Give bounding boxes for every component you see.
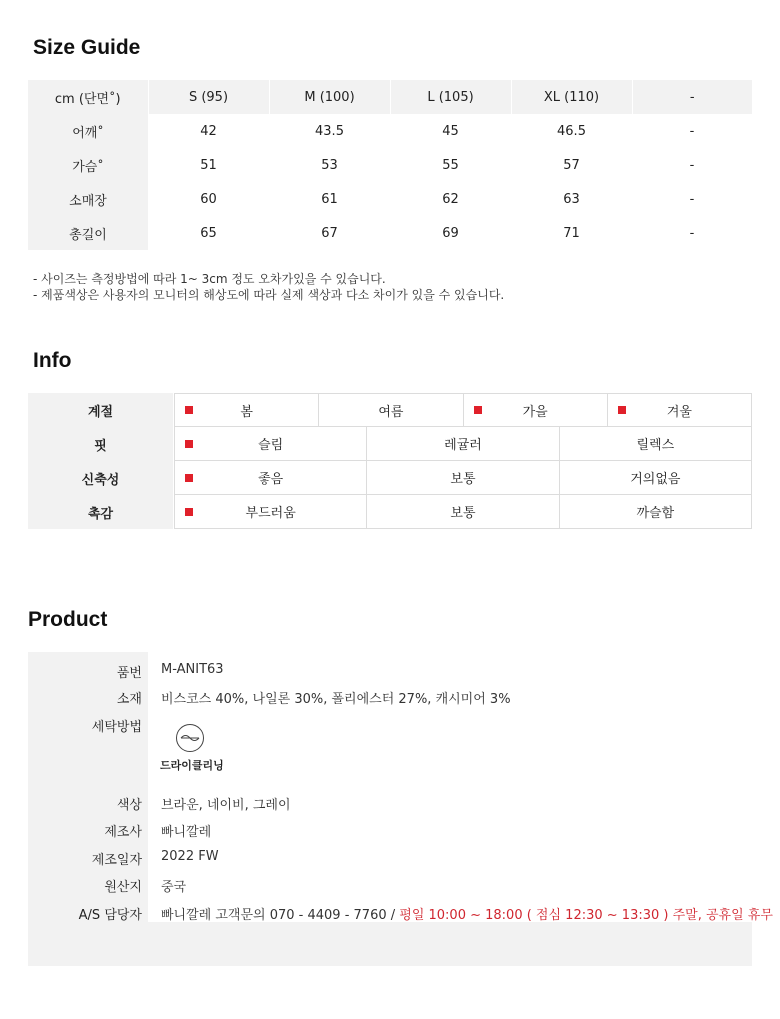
info-option [560,461,752,494]
product-colors: 브라운, 네이비, 그레이 [161,798,291,813]
selected-marker [185,440,193,448]
size-guide-title: Size Guide [33,36,141,59]
product-date: 2022 FW [161,849,219,864]
info-option [608,394,752,426]
info-option [319,394,463,426]
product-row-date [28,849,752,868]
info-table [28,393,752,529]
product-row-code [28,662,752,681]
size-cell: 42 [200,123,217,139]
size-cell: 46.5 [557,123,586,139]
size-cell: 55 [442,157,459,173]
product-table [28,652,773,966]
info-row-stretch [28,461,752,495]
info-option [560,427,752,460]
size-notes [33,271,504,303]
product-label: 제조일자 [91,853,142,868]
info-option-label: 여름 [378,404,404,420]
size-row-label: 소매장 [28,182,148,216]
info-option [560,495,752,528]
selected-marker [185,474,193,482]
size-cell: 63 [563,191,580,207]
size-header-cell: cm (단면˚) [28,80,148,114]
info-title: Info [33,349,72,372]
info-option-label: 거의없음 [630,472,681,487]
info-option-label: 슬림 [258,438,284,453]
size-cell: 61 [321,191,338,207]
size-table-header-row [28,80,752,114]
product-origin: 중국 [161,880,187,895]
as-hours: 평일 10:00 ~ 18:00 ( 점심 12:30 ~ 13:30 ) 주말, 공휴일 휴무 [399,908,773,923]
size-header-cell: XL (110) [511,80,632,114]
product-row-maker [28,821,752,840]
info-option [367,461,559,494]
size-table-row [28,114,752,148]
info-row-season [28,393,752,427]
product-row-material [28,688,752,707]
size-cell: 60 [200,191,217,207]
size-cell: - [689,191,695,207]
info-option-label: 까슬함 [636,506,675,521]
selected-marker [185,508,193,516]
size-cell: - [689,225,695,241]
product-row-color [28,794,752,813]
size-header-cell: - [632,80,752,114]
info-option [174,495,367,528]
info-row-label: 계절 [28,393,173,427]
size-note: - 제품색상은 사용자의 모니터의 해상도에 따라 실제 색상과 다소 차이가 있을 수 있습니다. [33,288,505,302]
info-option-label: 봄 [240,404,253,420]
selected-marker [474,406,482,414]
product-footer-band [28,922,752,966]
size-row-label: 총길이 [28,216,148,250]
selected-marker [185,406,193,414]
info-option [174,461,367,494]
dry-clean-icon [176,724,204,752]
product-label: 제조사 [104,825,142,840]
info-option [367,495,559,528]
product-label: 원산지 [104,880,142,895]
info-option-label: 릴렉스 [636,438,675,453]
product-label: 색상 [116,798,142,813]
size-cell: 67 [321,225,338,241]
size-cell: - [689,157,695,173]
size-cell: 69 [442,225,459,241]
size-table-row [28,148,752,182]
info-option-label: 보통 [450,472,476,487]
product-row-as [28,904,773,923]
size-header-cell: M (100) [269,80,390,114]
info-option-label: 레귤러 [444,438,482,453]
info-row-label: 핏 [28,427,173,461]
info-option-label: 부드러움 [245,506,296,521]
info-option-label: 가을 [522,404,548,420]
size-cell: 53 [321,157,338,173]
product-row-origin [28,876,752,895]
size-table-row [28,216,752,250]
size-cell: 57 [563,157,580,173]
size-cell: 62 [442,191,459,207]
product-code: M-ANIT63 [161,662,224,677]
size-row-label: 가슴˚ [28,148,148,182]
info-row-label: 신축성 [28,461,173,495]
product-material: 비스코스 40%, 나일론 30%, 폴리에스터 27%, 캐시미어 3% [161,692,511,707]
size-note: - 사이즈는 측정방법에 따라 1~ 3cm 정도 오차가있을 수 있습니다. [33,272,386,286]
size-cell: 71 [563,225,580,241]
size-cell: 45 [442,123,459,139]
product-row-care [28,716,752,735]
size-cell: 43.5 [315,123,344,139]
as-info [161,904,773,923]
size-cell: 65 [200,225,217,241]
product-title: Product [28,608,108,631]
info-row-label: 촉감 [28,495,173,529]
size-cell: 51 [200,157,217,173]
info-option [174,394,319,426]
info-option-label: 보통 [450,506,476,521]
size-table [28,80,752,250]
size-header-cell: S (95) [148,80,269,114]
care-text: 드라이클리닝 [160,759,224,772]
size-header-cell: L (105) [390,80,511,114]
info-option-label: 겨울 [666,404,692,420]
product-label: A/S 담당자 [78,908,142,923]
product-label: 세탁방법 [91,720,142,735]
as-contact: 빠니깔레 고객문의 070 - 4409 - 7760 / [161,908,400,923]
info-row-texture [28,495,752,529]
size-row-label: 어깨˚ [28,114,148,148]
selected-marker [618,406,626,414]
info-option [367,427,559,460]
product-label: 소재 [116,692,142,707]
product-label: 품번 [116,666,142,681]
info-option [174,427,367,460]
info-option-label: 좋음 [258,472,284,487]
size-table-row [28,182,752,216]
info-option [464,394,608,426]
size-cell: - [689,123,695,139]
product-maker: 빠니깔레 [161,825,212,840]
info-row-fit [28,427,752,461]
